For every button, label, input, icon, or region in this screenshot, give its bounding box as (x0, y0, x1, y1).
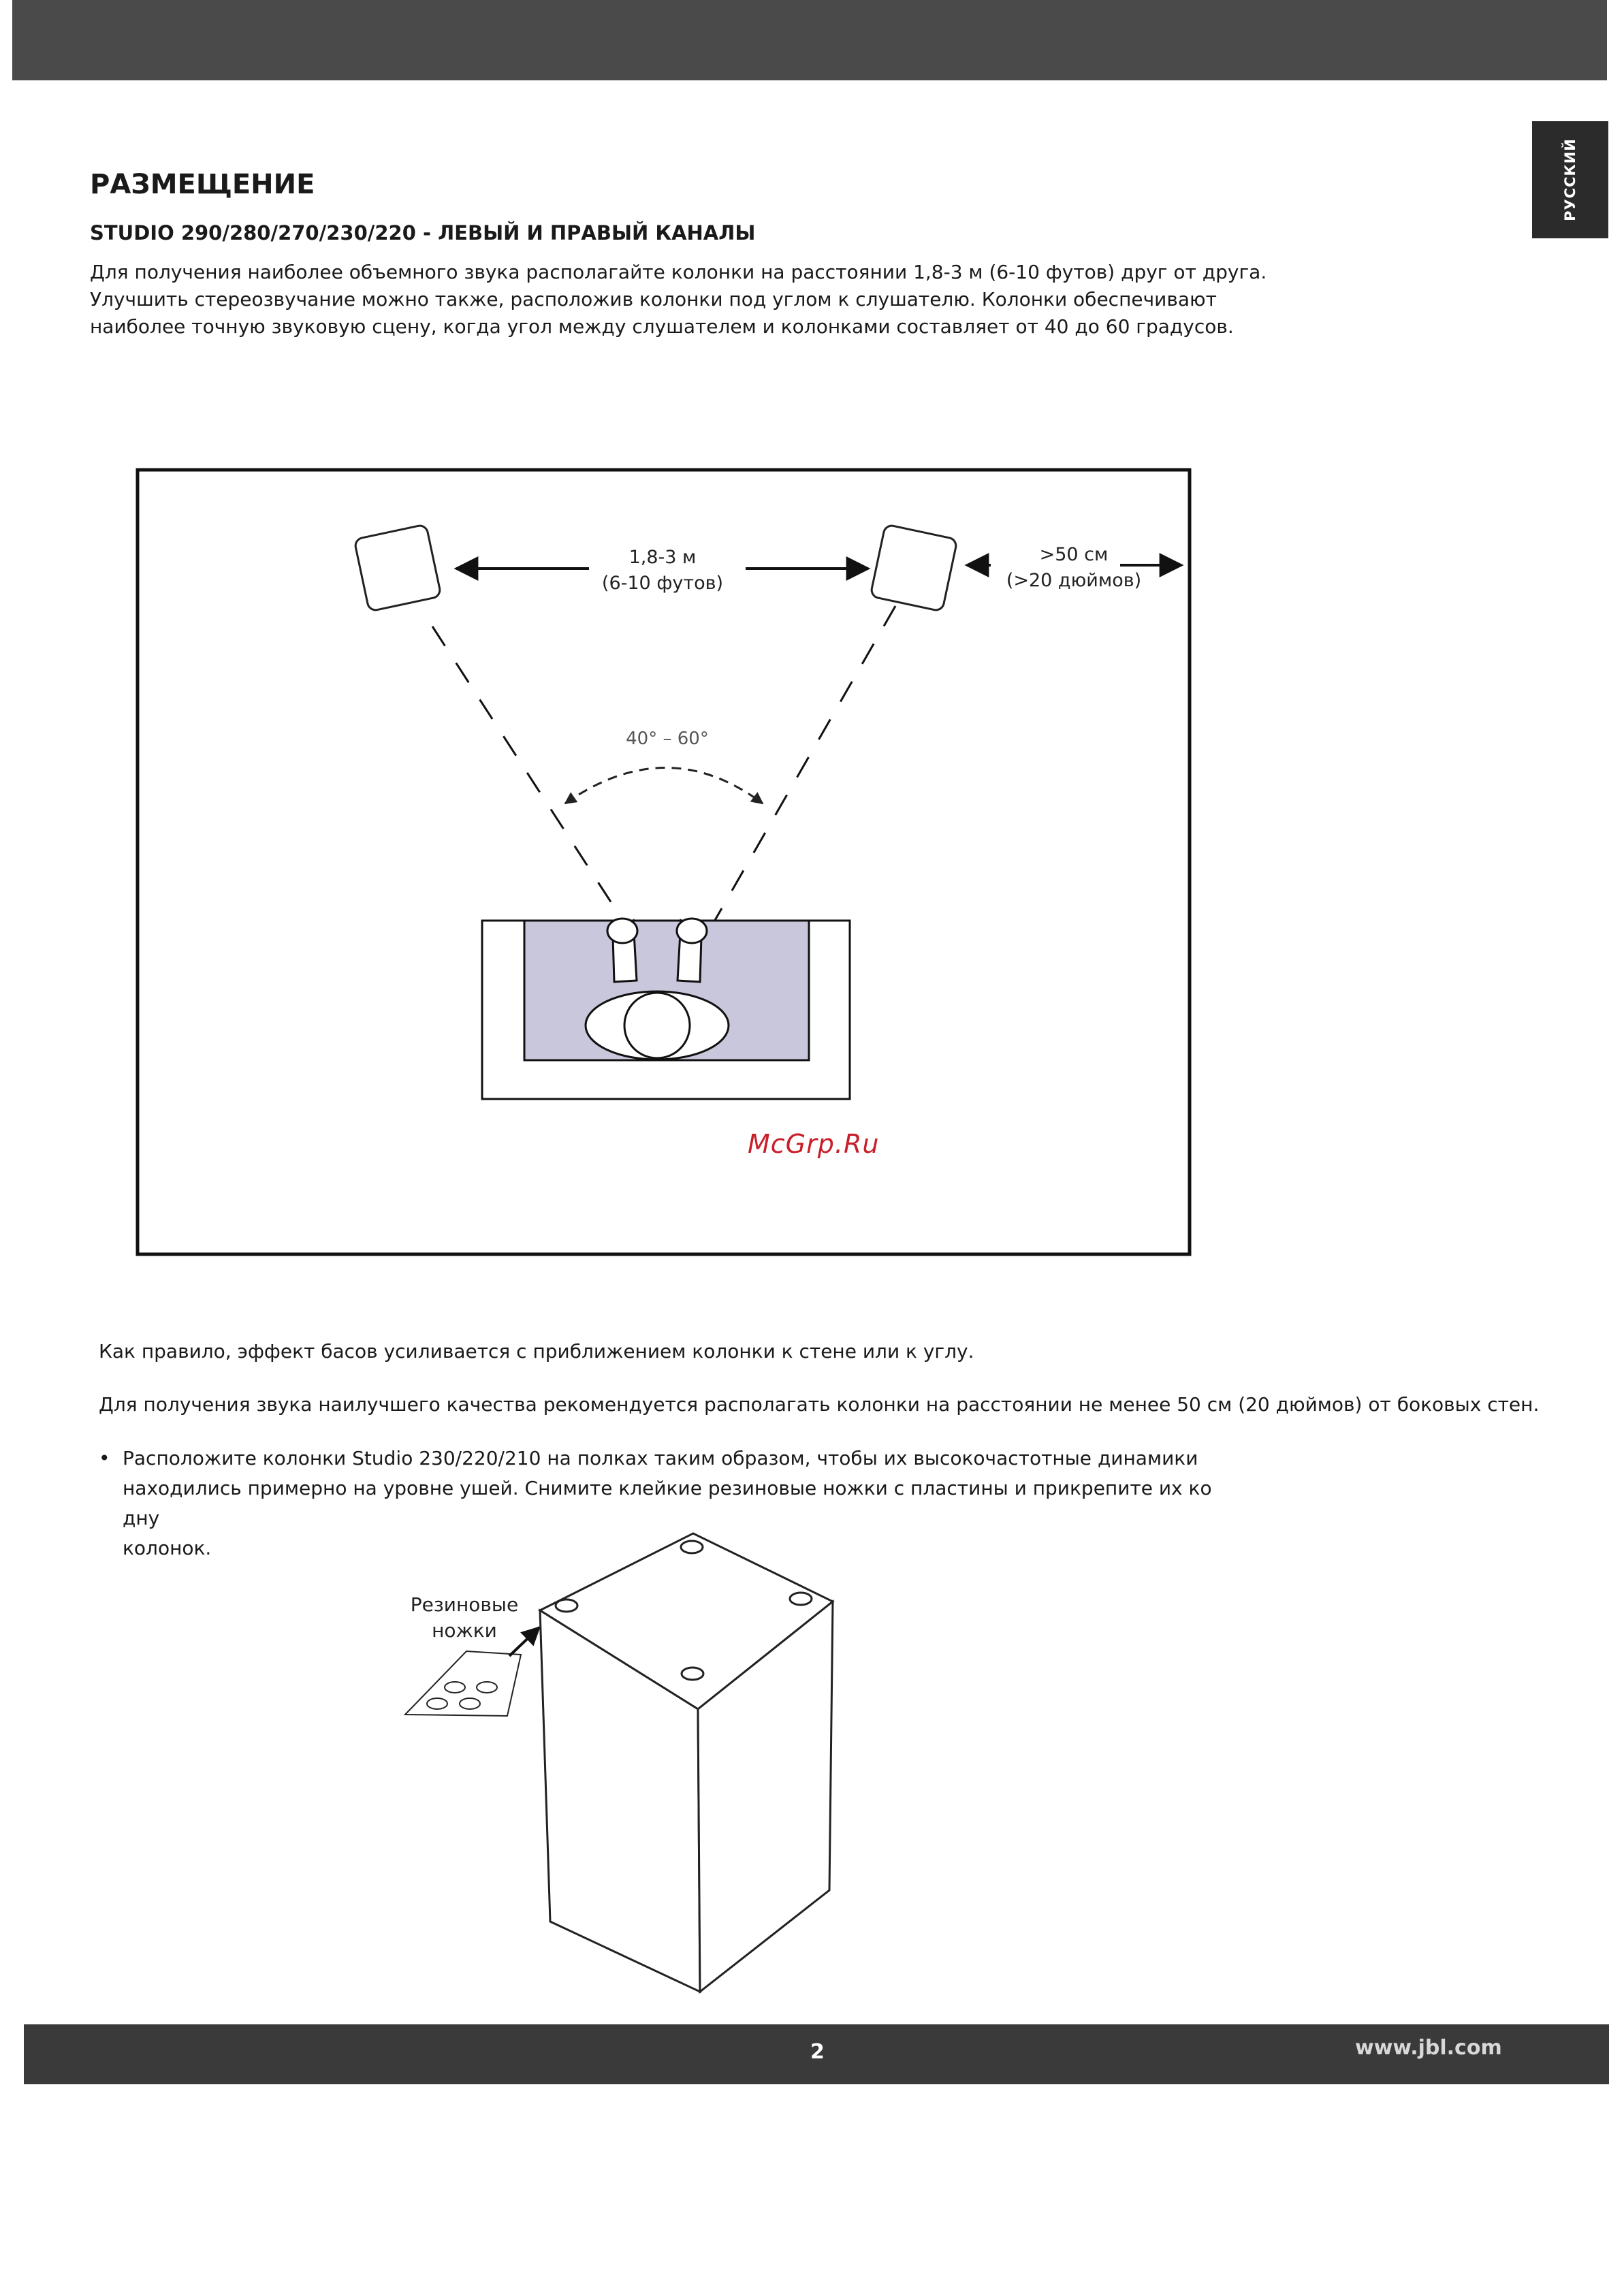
distance-label: 1,8-3 м (628, 547, 697, 568)
wall-distance-label-inches: (>20 дюймов) (1006, 570, 1142, 591)
intro-line: наиболее точную звуковую сцену, когда угол между слушателем и колонками составляет от 40 до 60 градусов. (90, 315, 1234, 338)
left-speaker (354, 524, 441, 611)
language-tab-label: РУССКИЙ (1562, 138, 1578, 221)
website-link[interactable]: www.jbl.com (1355, 2036, 1502, 2060)
rubber-feet-pad (405, 1651, 521, 1716)
bass-note: Как правило, эффект басов усиливается с приближением колонки к стене или к углу. (99, 1340, 974, 1363)
watermark: McGrp.Ru (748, 1129, 880, 1159)
language-tab (1532, 121, 1608, 238)
page-number: 2 (810, 2040, 825, 2064)
bullet-line: колонок. (123, 1537, 212, 1559)
angle-arc (565, 768, 763, 804)
placement-diagram (129, 463, 1205, 1267)
bullet-line: Расположите колонки Studio 230/220/210 на полках таким образом, чтобы их высокочастотные динамики (123, 1447, 1198, 1469)
section-subtitle: STUDIO 290/280/270/230/220 - ЛЕВЫЙ И ПРАВЫЙ КАНАЛЫ (90, 221, 756, 244)
top-banner (12, 0, 1607, 80)
rubber-feet-label-line2: ножки (432, 1619, 497, 1642)
wall-distance-note: Для получения звука наилучшего качества рекомендуется располагать колонки на расстоянии не менее 50 см (20 дюймов) от боковых стен. (99, 1393, 1540, 1416)
intro-paragraph (90, 259, 1316, 340)
intro-line: Улучшить стереозвучание можно также, расположив колонки под углом к слушателю. Колонки обеспечивают (90, 288, 1217, 310)
distance-label-feet: (6-10 футов) (601, 573, 724, 594)
wall-distance-label: >50 см (1039, 544, 1109, 565)
bullet-marker: • (99, 1447, 110, 1469)
bullet-line: находились примерно на уровне ушей. Снимите клейкие резиновые ножки с пластины и прикрепите их ко дну (123, 1477, 1212, 1529)
intro-line: Для получения наиболее объемного звука располагайте колонки на расстоянии 1,8-3 м (6-10 футов) друг от друга. (90, 261, 1267, 283)
angle-label: 40° – 60° (626, 729, 709, 749)
right-sight-line (712, 606, 895, 926)
rubber-feet-arrow (509, 1627, 539, 1656)
left-sight-line (432, 626, 626, 926)
right-speaker (870, 524, 957, 611)
rubber-feet-label: Резиновые (410, 1593, 519, 1616)
page-title: РАЗМЕЩЕНИЕ (90, 169, 315, 200)
speaker-cabinet (540, 1533, 833, 1992)
cabinet-illustration (395, 1525, 912, 2002)
